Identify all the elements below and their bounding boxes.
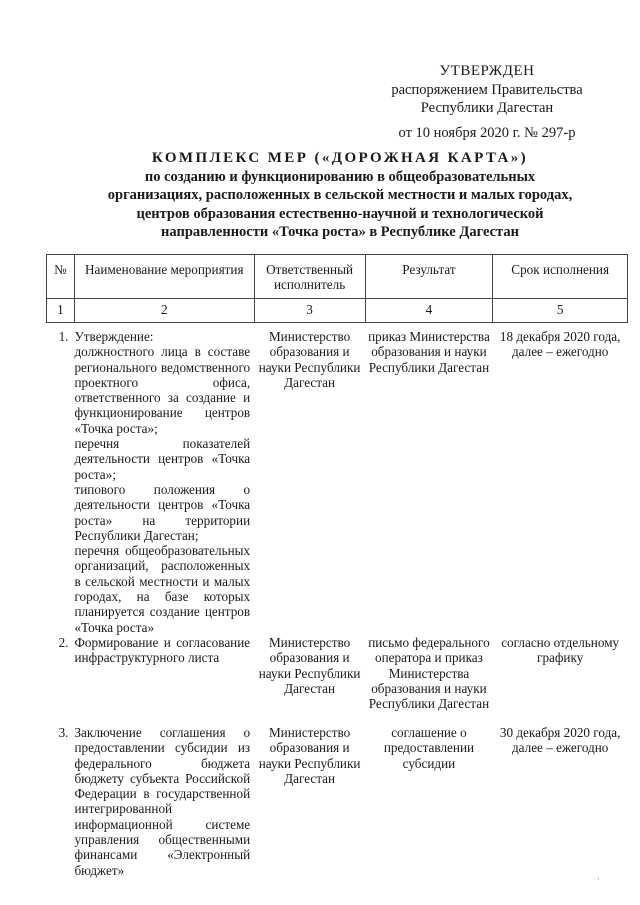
header-number: №: [47, 255, 75, 299]
row-result: приказ Министерства образования и науки Республики Дагестан: [368, 329, 490, 375]
row-number: 3.: [58, 724, 69, 740]
header-result: Результат: [365, 255, 493, 299]
row-term: 18 декабря 2020 года, далее – ежегодно: [499, 329, 621, 360]
column-number: 5: [493, 299, 628, 323]
row-name-line: перечня общеобразовательных организаций, расположенных в сельской местности и малых городах, на базе которых планируется создание центров «Точка роста»: [74, 543, 251, 635]
row-term: согласно отдельному графику: [501, 634, 620, 666]
column-number: 1: [47, 299, 75, 323]
title-line-2: организациях, расположенных в сельской местности и малых городах,: [107, 187, 573, 203]
row-name-line: перечня показателей деятельности центров «Точка роста»;: [74, 436, 251, 482]
title-line-1: по созданию и функционированию в общеобразовательных: [144, 168, 536, 185]
row-executor: Министерство образования и науки Республики Дагестан: [258, 634, 361, 696]
row-name: Формирование и согласование инфраструктурного листа: [74, 634, 251, 666]
row-result: письмо федерального оператора и приказ Министерства образования и науки Республики Дагестан: [368, 634, 490, 712]
approval-stamp: [372, 62, 602, 142]
row-executor: Министерство образования и науки Республики Дагестан: [258, 724, 361, 786]
table-header-row: [47, 255, 628, 299]
title-line-3: центров образования естественно-научной и технологической: [136, 205, 544, 222]
column-numbers-row: [47, 299, 628, 323]
approval-title: УТВЕРЖДЕН: [439, 63, 535, 79]
table-row: [47, 725, 628, 878]
approval-date: от 10 ноября 2020 г. № 297-р: [398, 124, 576, 141]
measures-table: [46, 254, 628, 878]
approval-line-2: Республики Дагестан: [420, 100, 554, 116]
column-number: 4: [365, 299, 493, 323]
row-name-line: должностного лица в составе регионального ведомственного проектного офиса, ответственного за создание и функционирование центров «Точка роста»;: [74, 344, 251, 436]
document-title: [70, 149, 610, 242]
row-result: соглашение о предоставлении субсидии: [383, 724, 475, 771]
approval-line-1: распоряжением Правительства: [391, 81, 583, 98]
row-name: [74, 323, 254, 635]
row-name-line: типового положения о деятельности центров «Точка роста» на территории Республики Дагестан;: [74, 481, 251, 543]
row-term: 30 декабря 2020 года, далее – ежегодно: [499, 724, 621, 756]
title-line-4: направленности «Точка роста» в Республике Дагестан: [161, 224, 519, 240]
column-number: 2: [74, 299, 254, 323]
header-name: Наименование мероприятия: [74, 255, 254, 299]
header-term: Срок исполнения: [493, 255, 628, 299]
row-number: 2.: [58, 634, 69, 650]
table-row: [47, 323, 628, 635]
title-heading: КОМПЛЕКС МЕР («ДОРОЖНАЯ КАРТА»): [151, 150, 529, 166]
row-name-line: Утверждение:: [74, 329, 154, 344]
table-row: [47, 635, 628, 725]
row-number: 1.: [58, 329, 69, 344]
row-executor: Министерство образования и науки Республики Дагестан: [258, 329, 361, 390]
scan-dot: ·: [597, 874, 600, 884]
row-name: Заключение соглашения о предоставлении субсидии из федерального бюджета бюджету субъекта Российской Федерации в государственной интегрированной информационной системе управления общественными финансами «Электронный бюджет»: [74, 724, 251, 878]
header-executor: Ответственный исполнитель: [254, 255, 365, 299]
column-number: 3: [254, 299, 365, 323]
